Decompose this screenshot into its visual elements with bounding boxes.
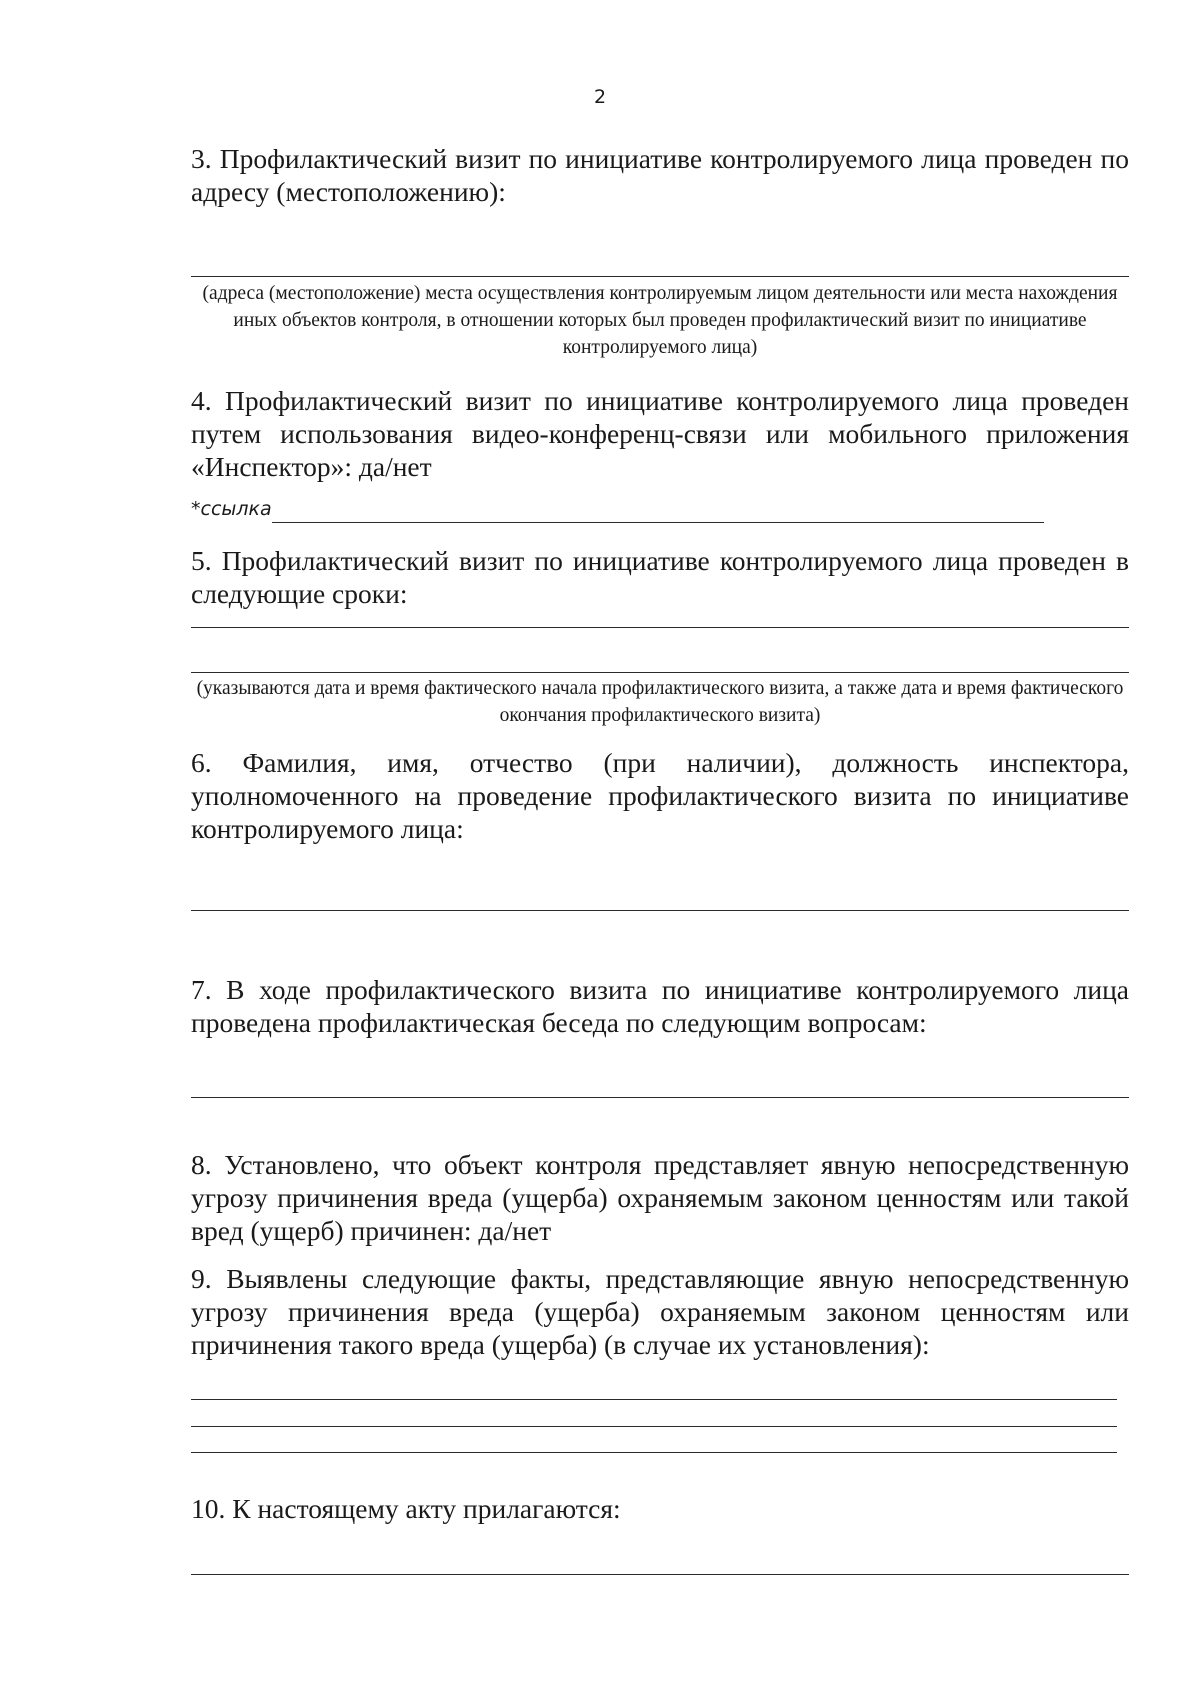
item-4-link-line bbox=[272, 522, 1044, 523]
item-10-line bbox=[191, 1574, 1129, 1575]
item-7-line bbox=[191, 1097, 1129, 1098]
item-9-line-2 bbox=[191, 1426, 1117, 1427]
item-9-line-1 bbox=[191, 1399, 1117, 1400]
item-3-text: 3. Профилактический визит по инициативе контролируемого лица проведен по адресу (местоположению): bbox=[191, 143, 1129, 207]
item-9-text: 9. Выявлены следующие факты, представляющие явную непосредственную угрозу причинения вреда (ущерба) охраняемым законом ценностям или причинения такого вреда (ущерба) (в случае их установления): bbox=[191, 1263, 1129, 1360]
item-3-address-line bbox=[191, 276, 1129, 277]
item-3-note: (адреса (местоположение) места осуществления контролируемым лицом деятельности или места нахождения иных объектов контроля, в отношении которых был проведен профилактический визит по инициативе контролируемого лица) bbox=[202, 283, 1118, 358]
item-5-line-1 bbox=[191, 627, 1129, 628]
item-5-text: 5. Профилактический визит по инициативе контролируемого лица проведен в следующие сроки: bbox=[191, 545, 1129, 609]
item-4-text: 4. Профилактический визит по инициативе контролируемого лица проведен путем использования видео-конференц-связи или мобильного приложения «Инспектор»: да/нет bbox=[191, 385, 1129, 482]
item-6-text: 6. Фамилия, имя, отчество (при наличии), должность инспектора, уполномоченного на проведение профилактического визита по инициативе контролируемого лица: bbox=[191, 747, 1129, 844]
page-number: 2 bbox=[593, 86, 607, 108]
item-8-text: 8. Установлено, что объект контроля представляет явную непосредственную угрозу причинения вреда (ущерба) охраняемым законом ценностям или такой вред (ущерб) причинен: да/нет bbox=[191, 1149, 1129, 1246]
item-7-text: 7. В ходе профилактического визита по инициативе контролируемого лица проведена профилактическая беседа по следующим вопросам: bbox=[191, 974, 1129, 1038]
item-5-line-2 bbox=[191, 672, 1129, 673]
item-5-note: (указываются дата и время фактического начала профилактического визита, а также дата и время фактического окончания профилактического визита) bbox=[196, 678, 1124, 726]
item-4-link-label: *ссылка bbox=[191, 498, 272, 520]
item-10-text: 10. К настоящему акту прилагаются: bbox=[191, 1493, 621, 1524]
item-6-line bbox=[191, 910, 1129, 911]
item-9-line-3 bbox=[191, 1452, 1117, 1453]
